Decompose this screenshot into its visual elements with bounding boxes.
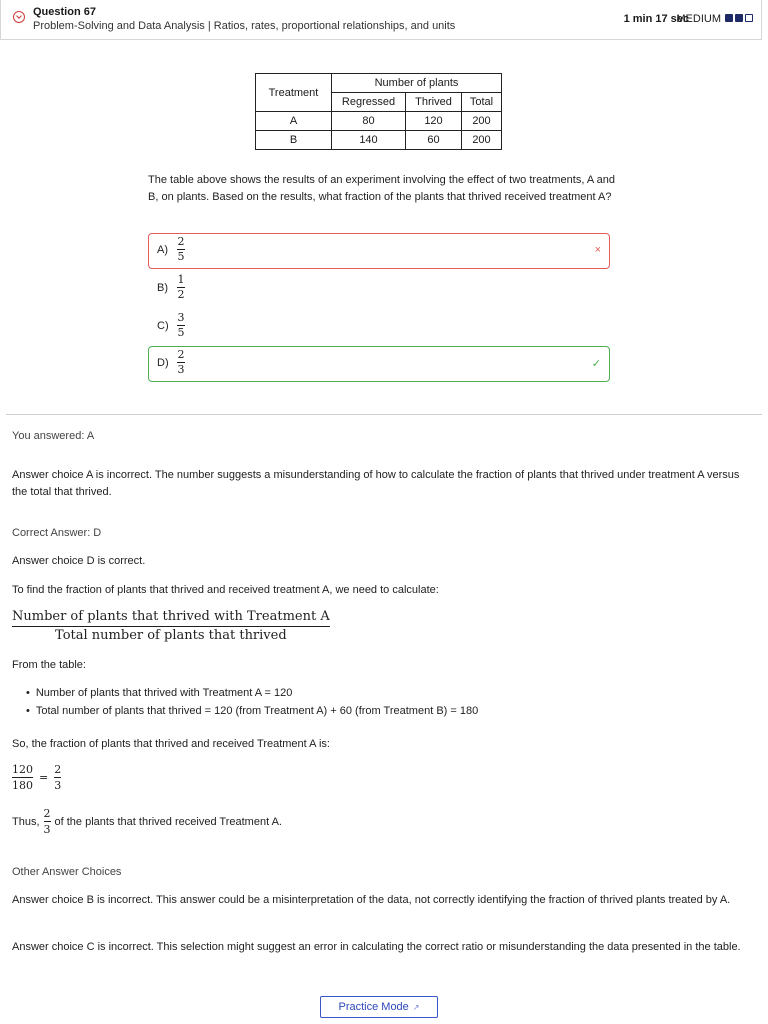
fraction-numerator: 2 (177, 348, 185, 361)
calculation-list (26, 684, 478, 720)
fraction-denominator: 180 (12, 779, 33, 792)
collapse-chevron-icon[interactable] (13, 11, 25, 23)
find-text: To find the fraction of plants that thrived and received treatment A, we need to calculate: (12, 584, 439, 596)
correct-check-icon: ✓ (591, 358, 601, 370)
fraction-denominator: 5 (177, 326, 185, 339)
equation-fraction-right (54, 762, 61, 793)
table-row (256, 112, 502, 131)
choice-c[interactable] (148, 309, 610, 345)
fraction-denominator: 2 (177, 288, 185, 301)
fraction-numerator: 3 (177, 311, 185, 324)
thus-suffix: of the plants that thrived received Treatment A. (54, 815, 282, 828)
fraction-numerator: 2 (177, 235, 185, 248)
table-cell: 120 (406, 112, 462, 131)
plants-table (255, 73, 502, 150)
difficulty-label: MEDIUM (676, 13, 721, 25)
equation-fraction-left (12, 762, 33, 793)
list-item: • Total number of plants that thrived = 120 (from Treatment A) + 60 (from Treatment B) = 180 (26, 702, 478, 720)
formula-denominator: Total number of plants that thrived (55, 628, 287, 643)
correct-answer: Correct Answer: D (12, 527, 102, 539)
table-cell: A (256, 112, 332, 131)
equals-sign: = (39, 771, 49, 784)
choice-letter: A) (157, 244, 168, 256)
incorrect-x-icon: × (594, 244, 601, 256)
table-header-treatment: Treatment (256, 74, 332, 112)
other-choices-title: Other Answer Choices (12, 866, 122, 878)
difficulty-bars (725, 14, 753, 22)
other-choice-b: Answer choice B is incorrect. This answer could be a misinterpretation of the data, not correctly identifying the fraction of thrived plants treated by A. (12, 894, 731, 906)
choice-letter: D) (157, 357, 169, 369)
table-cell: B (256, 131, 332, 150)
thus-prefix: Thus, (12, 815, 40, 828)
difficulty-bar-3 (745, 14, 753, 22)
section-divider (6, 414, 762, 415)
choice-d[interactable] (148, 346, 610, 382)
question-header (0, 0, 762, 40)
fraction-numerator: 2 (54, 763, 62, 776)
choice-fraction (177, 348, 185, 377)
conclusion (12, 806, 282, 837)
other-choice-c: Answer choice C is incorrect. This selection might suggest an error in calculating the correct ratio or misunderstanding the data presented in the table. (12, 941, 741, 953)
table-cell: 200 (462, 112, 502, 131)
practice-mode-button[interactable] (320, 996, 438, 1018)
question-text: The table above shows the results of an experiment involving the effect of two treatments, A and B, on plants. Based on the results, what fraction of the plants that thrived received treatment A? (148, 174, 615, 203)
table-cell: 200 (462, 131, 502, 150)
incorrect-explanation: Answer choice A is incorrect. The number suggests a misunderstanding of how to calculate the fraction of plants that thrived under treatment A versus the total that thrived. (12, 469, 740, 498)
from-table-text: From the table: (12, 659, 86, 671)
formula-fraction (12, 608, 330, 645)
choice-fraction (177, 235, 185, 264)
external-link-icon: ↗ (412, 1003, 420, 1012)
conclusion-fraction (44, 806, 51, 837)
choice-fraction (177, 273, 185, 302)
choice-a[interactable] (148, 233, 610, 269)
difficulty-bar-2 (735, 14, 743, 22)
fraction-numerator: 2 (43, 807, 51, 820)
fraction-denominator: 3 (54, 779, 62, 792)
formula-numerator: Number of plants that thrived with Treatment A (12, 609, 330, 624)
practice-mode-label: Practice Mode (338, 1001, 409, 1013)
you-answered: You answered: A (12, 430, 95, 442)
fraction-numerator: 120 (12, 763, 33, 776)
fraction-denominator: 3 (43, 823, 51, 836)
fraction-denominator: 5 (177, 250, 185, 263)
choice-b[interactable] (148, 271, 610, 307)
so-text: So, the fraction of plants that thrived and received Treatment A is: (12, 738, 330, 750)
difficulty-bar-1 (725, 14, 733, 22)
time-spent: 1 min 17 sec (623, 13, 689, 25)
fraction-numerator: 1 (177, 273, 185, 286)
choice-letter: C) (157, 320, 169, 332)
table-row (256, 131, 502, 150)
table-cell: 80 (332, 112, 406, 131)
correct-explanation: Answer choice D is correct. (12, 555, 146, 567)
table-header-thrived: Thrived (406, 93, 462, 112)
question-number: Question 67 (33, 6, 96, 18)
question-category: Problem-Solving and Data Analysis | Ratios, rates, proportional relationships, and units (33, 20, 456, 32)
result-equation (12, 762, 61, 793)
table-cell: 140 (332, 131, 406, 150)
choice-letter: B) (157, 282, 168, 294)
table-header-group: Number of plants (332, 74, 502, 93)
list-item: • Number of plants that thrived with Treatment A = 120 (26, 684, 478, 702)
table-cell: 60 (406, 131, 462, 150)
fraction-denominator: 3 (177, 363, 185, 376)
table-header-regressed: Regressed (332, 93, 406, 112)
table-header-total: Total (462, 93, 502, 112)
choice-fraction (177, 311, 185, 340)
